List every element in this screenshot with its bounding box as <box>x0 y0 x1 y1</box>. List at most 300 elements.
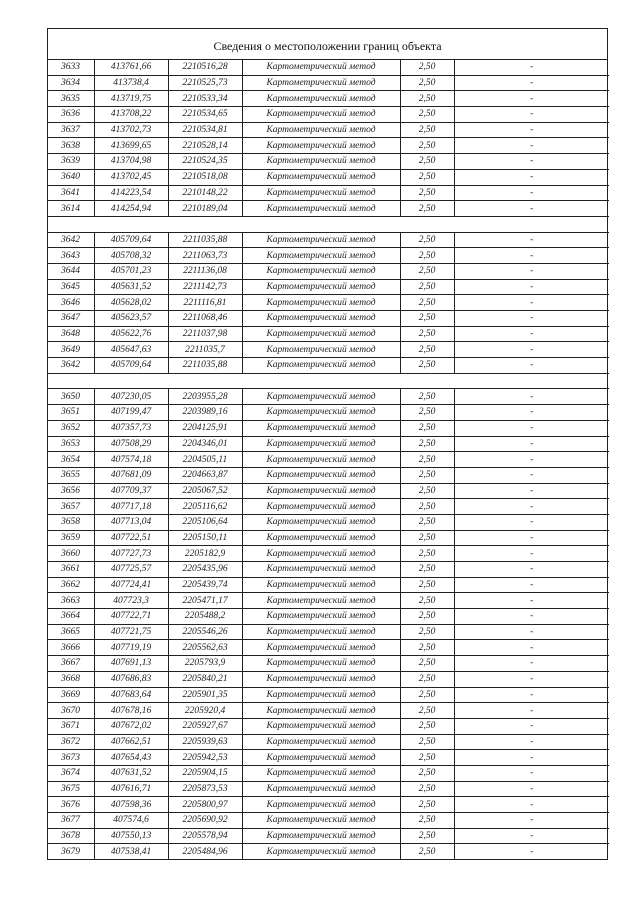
x-coordinate-cell: 407678,16 <box>94 703 168 719</box>
point-number-cell: 3642 <box>48 358 94 374</box>
table-row <box>48 232 609 248</box>
method-cell: Картометрический метод <box>242 765 400 781</box>
point-number-cell: 3648 <box>48 326 94 342</box>
point-number-cell: 3674 <box>48 765 94 781</box>
table-row <box>48 593 609 609</box>
x-coordinate-cell: 413704,98 <box>94 154 168 170</box>
x-coordinate-cell: 405631,52 <box>94 279 168 295</box>
method-cell: Картометрический метод <box>242 483 400 499</box>
precision-cell: 2,50 <box>400 530 454 546</box>
table-row <box>48 718 609 734</box>
y-coordinate-cell: 2205484,96 <box>168 844 242 859</box>
precision-cell: 2,50 <box>400 405 454 421</box>
method-cell: Картометрический метод <box>242 436 400 452</box>
x-coordinate-cell: 407727,73 <box>94 546 168 562</box>
y-coordinate-cell: 2205116,62 <box>168 499 242 515</box>
table-row <box>48 279 609 295</box>
point-number-cell: 3645 <box>48 279 94 295</box>
description-cell: - <box>454 718 609 734</box>
table-row <box>48 263 609 279</box>
precision-cell: 2,50 <box>400 734 454 750</box>
precision-cell: 2,50 <box>400 828 454 844</box>
y-coordinate-cell: 2205067,52 <box>168 483 242 499</box>
table-row <box>48 91 609 107</box>
y-coordinate-cell: 2210189,04 <box>168 201 242 217</box>
x-coordinate-cell: 407686,83 <box>94 671 168 687</box>
table-row <box>48 624 609 640</box>
description-cell: - <box>454 530 609 546</box>
point-number-cell: 3656 <box>48 483 94 499</box>
table-row <box>48 326 609 342</box>
description-cell: - <box>454 122 609 138</box>
precision-cell: 2,50 <box>400 562 454 578</box>
method-cell: Картометрический метод <box>242 813 400 829</box>
point-number-cell: 3644 <box>48 263 94 279</box>
precision-cell: 2,50 <box>400 358 454 374</box>
precision-cell: 2,50 <box>400 342 454 358</box>
precision-cell: 2,50 <box>400 483 454 499</box>
point-number-cell: 3649 <box>48 342 94 358</box>
description-cell: - <box>454 60 609 75</box>
table-title: Сведения о местоположении границ объекта <box>48 29 607 60</box>
group-separator-row <box>48 373 609 389</box>
precision-cell: 2,50 <box>400 467 454 483</box>
description-cell: - <box>454 279 609 295</box>
table-row <box>48 358 609 374</box>
description-cell: - <box>454 185 609 201</box>
y-coordinate-cell: 2211116,81 <box>168 295 242 311</box>
y-coordinate-cell: 2210534,65 <box>168 107 242 123</box>
table-row <box>48 60 609 75</box>
point-number-cell: 3653 <box>48 436 94 452</box>
description-cell: - <box>454 609 609 625</box>
precision-cell: 2,50 <box>400 169 454 185</box>
table-row <box>48 781 609 797</box>
y-coordinate-cell: 2210534,81 <box>168 122 242 138</box>
description-cell: - <box>454 389 609 405</box>
x-coordinate-cell: 413708,22 <box>94 107 168 123</box>
x-coordinate-cell: 407662,51 <box>94 734 168 750</box>
table-row <box>48 138 609 154</box>
table-row <box>48 813 609 829</box>
y-coordinate-cell: 2205439,74 <box>168 577 242 593</box>
method-cell: Картометрический метод <box>242 828 400 844</box>
point-number-cell: 3647 <box>48 311 94 327</box>
table-row <box>48 154 609 170</box>
table-row <box>48 577 609 593</box>
precision-cell: 2,50 <box>400 499 454 515</box>
table-row <box>48 828 609 844</box>
method-cell: Картометрический метод <box>242 718 400 734</box>
precision-cell: 2,50 <box>400 420 454 436</box>
method-cell: Картометрический метод <box>242 122 400 138</box>
y-coordinate-cell: 2211063,73 <box>168 248 242 264</box>
description-cell: - <box>454 577 609 593</box>
description-cell: - <box>454 326 609 342</box>
point-number-cell: 3635 <box>48 91 94 107</box>
y-coordinate-cell: 2211037,98 <box>168 326 242 342</box>
x-coordinate-cell: 407722,51 <box>94 530 168 546</box>
y-coordinate-cell: 2203955,28 <box>168 389 242 405</box>
precision-cell: 2,50 <box>400 248 454 264</box>
y-coordinate-cell: 2205942,53 <box>168 750 242 766</box>
precision-cell: 2,50 <box>400 75 454 91</box>
description-cell: - <box>454 671 609 687</box>
y-coordinate-cell: 2211068,46 <box>168 311 242 327</box>
description-cell: - <box>454 467 609 483</box>
table-row <box>48 750 609 766</box>
x-coordinate-cell: 407723,3 <box>94 593 168 609</box>
point-number-cell: 3654 <box>48 452 94 468</box>
method-cell: Картометрический метод <box>242 624 400 640</box>
precision-cell: 2,50 <box>400 91 454 107</box>
description-cell: - <box>454 154 609 170</box>
point-number-cell: 3641 <box>48 185 94 201</box>
y-coordinate-cell: 2205901,35 <box>168 687 242 703</box>
y-coordinate-cell: 2205488,2 <box>168 609 242 625</box>
precision-cell: 2,50 <box>400 797 454 813</box>
x-coordinate-cell: 414223,54 <box>94 185 168 201</box>
table-row <box>48 546 609 562</box>
method-cell: Картометрический метод <box>242 640 400 656</box>
x-coordinate-cell: 407538,41 <box>94 844 168 859</box>
x-coordinate-cell: 407725,57 <box>94 562 168 578</box>
point-number-cell: 3638 <box>48 138 94 154</box>
table-row <box>48 734 609 750</box>
description-cell: - <box>454 169 609 185</box>
method-cell: Картометрический метод <box>242 342 400 358</box>
description-cell: - <box>454 75 609 91</box>
description-cell: - <box>454 593 609 609</box>
table-row <box>48 389 609 405</box>
point-number-cell: 3642 <box>48 232 94 248</box>
point-number-cell: 3668 <box>48 671 94 687</box>
table-row <box>48 75 609 91</box>
x-coordinate-cell: 407574,18 <box>94 452 168 468</box>
table-row <box>48 483 609 499</box>
table-row <box>48 640 609 656</box>
precision-cell: 2,50 <box>400 624 454 640</box>
point-number-cell: 3672 <box>48 734 94 750</box>
point-number-cell: 3671 <box>48 718 94 734</box>
table-row <box>48 687 609 703</box>
table-row <box>48 248 609 264</box>
point-number-cell: 3643 <box>48 248 94 264</box>
y-coordinate-cell: 2203989,16 <box>168 405 242 421</box>
y-coordinate-cell: 2205106,64 <box>168 514 242 530</box>
method-cell: Картометрический метод <box>242 107 400 123</box>
method-cell: Картометрический метод <box>242 248 400 264</box>
method-cell: Картометрический метод <box>242 467 400 483</box>
description-cell: - <box>454 452 609 468</box>
table-row <box>48 436 609 452</box>
point-number-cell: 3636 <box>48 107 94 123</box>
description-cell: - <box>454 656 609 672</box>
method-cell: Картометрический метод <box>242 405 400 421</box>
precision-cell: 2,50 <box>400 107 454 123</box>
precision-cell: 2,50 <box>400 122 454 138</box>
y-coordinate-cell: 2210528,14 <box>168 138 242 154</box>
x-coordinate-cell: 407721,75 <box>94 624 168 640</box>
y-coordinate-cell: 2205800,97 <box>168 797 242 813</box>
y-coordinate-cell: 2205182,9 <box>168 546 242 562</box>
precision-cell: 2,50 <box>400 326 454 342</box>
table-row <box>48 671 609 687</box>
point-number-cell: 3633 <box>48 60 94 75</box>
x-coordinate-cell: 407713,04 <box>94 514 168 530</box>
description-cell: - <box>454 562 609 578</box>
table-row <box>48 514 609 530</box>
table-row <box>48 311 609 327</box>
precision-cell: 2,50 <box>400 201 454 217</box>
method-cell: Картометрический метод <box>242 562 400 578</box>
y-coordinate-cell: 2210524,35 <box>168 154 242 170</box>
method-cell: Картометрический метод <box>242 60 400 75</box>
precision-cell: 2,50 <box>400 154 454 170</box>
precision-cell: 2,50 <box>400 718 454 734</box>
x-coordinate-cell: 407681,09 <box>94 467 168 483</box>
description-cell: - <box>454 107 609 123</box>
table-row <box>48 656 609 672</box>
description-cell: - <box>454 546 609 562</box>
x-coordinate-cell: 405708,32 <box>94 248 168 264</box>
method-cell: Картометрический метод <box>242 703 400 719</box>
description-cell: - <box>454 483 609 499</box>
method-cell: Картометрический метод <box>242 750 400 766</box>
table-row <box>48 765 609 781</box>
method-cell: Картометрический метод <box>242 797 400 813</box>
point-number-cell: 3664 <box>48 609 94 625</box>
x-coordinate-cell: 407199,47 <box>94 405 168 421</box>
description-cell: - <box>454 138 609 154</box>
description-cell: - <box>454 765 609 781</box>
point-number-cell: 3675 <box>48 781 94 797</box>
description-cell: - <box>454 201 609 217</box>
method-cell: Картометрический метод <box>242 530 400 546</box>
x-coordinate-cell: 407722,71 <box>94 609 168 625</box>
group-separator-row <box>48 216 609 232</box>
x-coordinate-cell: 407724,41 <box>94 577 168 593</box>
x-coordinate-cell: 407631,52 <box>94 765 168 781</box>
precision-cell: 2,50 <box>400 750 454 766</box>
point-number-cell: 3679 <box>48 844 94 859</box>
precision-cell: 2,50 <box>400 436 454 452</box>
precision-cell: 2,50 <box>400 813 454 829</box>
x-coordinate-cell: 407550,13 <box>94 828 168 844</box>
x-coordinate-cell: 407672,02 <box>94 718 168 734</box>
description-cell: - <box>454 813 609 829</box>
precision-cell: 2,50 <box>400 593 454 609</box>
precision-cell: 2,50 <box>400 389 454 405</box>
coordinates-table <box>48 60 609 859</box>
point-number-cell: 3639 <box>48 154 94 170</box>
description-cell: - <box>454 405 609 421</box>
description-cell: - <box>454 624 609 640</box>
precision-cell: 2,50 <box>400 703 454 719</box>
method-cell: Картометрический метод <box>242 844 400 859</box>
method-cell: Картометрический метод <box>242 656 400 672</box>
precision-cell: 2,50 <box>400 844 454 859</box>
y-coordinate-cell: 2204346,01 <box>168 436 242 452</box>
method-cell: Картометрический метод <box>242 546 400 562</box>
point-number-cell: 3660 <box>48 546 94 562</box>
y-coordinate-cell: 2205840,21 <box>168 671 242 687</box>
description-cell: - <box>454 232 609 248</box>
method-cell: Картометрический метод <box>242 420 400 436</box>
description-cell: - <box>454 734 609 750</box>
description-cell: - <box>454 499 609 515</box>
description-cell: - <box>454 263 609 279</box>
y-coordinate-cell: 2211035,88 <box>168 358 242 374</box>
y-coordinate-cell: 2204505,11 <box>168 452 242 468</box>
table-row <box>48 844 609 859</box>
point-number-cell: 3657 <box>48 499 94 515</box>
x-coordinate-cell: 405623,57 <box>94 311 168 327</box>
method-cell: Картометрический метод <box>242 232 400 248</box>
method-cell: Картометрический метод <box>242 687 400 703</box>
description-cell: - <box>454 797 609 813</box>
x-coordinate-cell: 407717,18 <box>94 499 168 515</box>
y-coordinate-cell: 2211035,7 <box>168 342 242 358</box>
x-coordinate-cell: 407616,71 <box>94 781 168 797</box>
point-number-cell: 3662 <box>48 577 94 593</box>
x-coordinate-cell: 405701,23 <box>94 263 168 279</box>
x-coordinate-cell: 414254,94 <box>94 201 168 217</box>
x-coordinate-cell: 405622,76 <box>94 326 168 342</box>
y-coordinate-cell: 2210533,34 <box>168 91 242 107</box>
description-cell: - <box>454 91 609 107</box>
method-cell: Картометрический метод <box>242 514 400 530</box>
precision-cell: 2,50 <box>400 514 454 530</box>
method-cell: Картометрический метод <box>242 609 400 625</box>
table-row <box>48 420 609 436</box>
x-coordinate-cell: 407230,05 <box>94 389 168 405</box>
y-coordinate-cell: 2205939,63 <box>168 734 242 750</box>
y-coordinate-cell: 2205471,17 <box>168 593 242 609</box>
description-cell: - <box>530 846 534 857</box>
x-coordinate-cell: 413719,75 <box>94 91 168 107</box>
table-row <box>48 169 609 185</box>
table-row <box>48 201 609 217</box>
method-cell: Картометрический метод <box>242 201 400 217</box>
point-number-cell: 3640 <box>48 169 94 185</box>
x-coordinate-cell: 407598,36 <box>94 797 168 813</box>
x-coordinate-cell: 413761,66 <box>94 60 168 75</box>
boundary-table-sheet <box>47 28 608 860</box>
point-number-cell: 3658 <box>48 514 94 530</box>
description-cell: - <box>454 358 609 374</box>
point-number-cell: 3646 <box>48 295 94 311</box>
method-cell: Картометрический метод <box>242 671 400 687</box>
method-cell: Картометрический метод <box>242 311 400 327</box>
y-coordinate-cell: 2211136,08 <box>168 263 242 279</box>
table-row <box>48 499 609 515</box>
x-coordinate-cell: 407357,73 <box>94 420 168 436</box>
x-coordinate-cell: 413738,4 <box>94 75 168 91</box>
method-cell: Картометрический метод <box>242 75 400 91</box>
y-coordinate-cell: 2205904,15 <box>168 765 242 781</box>
description-cell: - <box>454 311 609 327</box>
description-cell: - <box>454 248 609 264</box>
table-row <box>48 530 609 546</box>
table-row <box>48 405 609 421</box>
method-cell: Картометрический метод <box>242 91 400 107</box>
table-row <box>48 797 609 813</box>
x-coordinate-cell: 407709,37 <box>94 483 168 499</box>
description-cell: - <box>454 640 609 656</box>
point-number-cell: 3661 <box>48 562 94 578</box>
description-cell: - <box>454 750 609 766</box>
point-number-cell: 3678 <box>48 828 94 844</box>
x-coordinate-cell: 405628,02 <box>94 295 168 311</box>
y-coordinate-cell: 2205690,92 <box>168 813 242 829</box>
y-coordinate-cell: 2205435,96 <box>168 562 242 578</box>
point-number-cell: 3614 <box>48 201 94 217</box>
y-coordinate-cell: 2205927,67 <box>168 718 242 734</box>
x-coordinate-cell: 405647,63 <box>94 342 168 358</box>
precision-cell: 2,50 <box>400 60 454 75</box>
method-cell: Картометрический метод <box>242 279 400 295</box>
table-row <box>48 467 609 483</box>
point-number-cell: 3663 <box>48 593 94 609</box>
group-separator-cell <box>48 216 609 232</box>
x-coordinate-cell: 413702,45 <box>94 169 168 185</box>
y-coordinate-cell: 2205873,53 <box>168 781 242 797</box>
table-row <box>48 562 609 578</box>
description-cell: - <box>454 703 609 719</box>
coordinates-table-body <box>48 60 609 859</box>
y-coordinate-cell: 2211035,88 <box>168 232 242 248</box>
x-coordinate-cell: 405709,64 <box>94 232 168 248</box>
y-coordinate-cell: 2210516,28 <box>168 60 242 75</box>
table-row <box>48 122 609 138</box>
x-coordinate-cell: 405709,64 <box>94 358 168 374</box>
precision-cell: 2,50 <box>400 452 454 468</box>
table-row <box>48 342 609 358</box>
description-cell: - <box>454 420 609 436</box>
method-cell: Картометрический метод <box>242 295 400 311</box>
x-coordinate-cell: 407683,64 <box>94 687 168 703</box>
y-coordinate-cell: 2204125,91 <box>168 420 242 436</box>
x-coordinate-cell: 407508,29 <box>94 436 168 452</box>
y-coordinate-cell: 2205578,94 <box>168 828 242 844</box>
point-number-cell: 3634 <box>48 75 94 91</box>
method-cell: Картометрический метод <box>242 577 400 593</box>
description-cell: - <box>454 295 609 311</box>
method-cell: Картометрический метод <box>242 138 400 154</box>
description-cell: - <box>454 342 609 358</box>
precision-cell: 2,50 <box>400 671 454 687</box>
precision-cell: 2,50 <box>400 279 454 295</box>
table-row <box>48 703 609 719</box>
method-cell: Картометрический метод <box>242 326 400 342</box>
precision-cell: 2,50 <box>400 185 454 201</box>
y-coordinate-cell: 2205546,26 <box>168 624 242 640</box>
precision-cell: 2,50 <box>400 640 454 656</box>
description-cell: - <box>454 436 609 452</box>
table-row <box>48 452 609 468</box>
x-coordinate-cell: 407691,13 <box>94 656 168 672</box>
precision-cell: 2,50 <box>400 138 454 154</box>
table-row <box>48 107 609 123</box>
method-cell: Картометрический метод <box>242 358 400 374</box>
y-coordinate-cell: 2211142,73 <box>168 279 242 295</box>
point-number-cell: 3652 <box>48 420 94 436</box>
precision-cell: 2,50 <box>400 609 454 625</box>
method-cell: Картометрический метод <box>242 781 400 797</box>
group-separator-cell <box>48 373 609 389</box>
description-cell: - <box>454 828 609 844</box>
